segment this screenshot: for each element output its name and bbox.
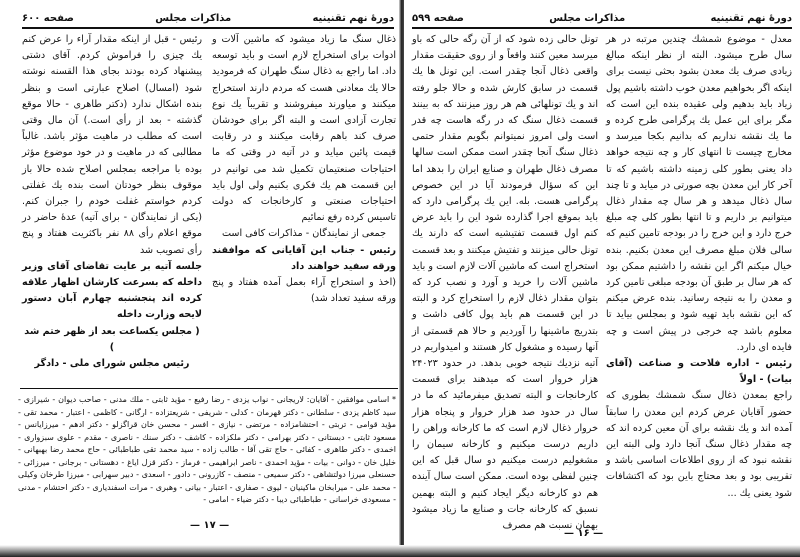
header-rule <box>412 27 792 29</box>
right-page <box>404 0 800 557</box>
paragraph: راجع بمعدن ذغال سنگ شمشك بطوری که حضور آقایان عرض کردم این معدن را سابقاً آمده اند و یك نقشه برای آن معین کرده اند که چه مقدار ذغال سنگ آنجا دارد ولی البته این نقشه نبود که از روی اطلاعات اساسی باشد و تقریبی بود و بعد محتاج باین بود که اکتشافات شود یعنی یك ... <box>606 390 792 499</box>
adjourn-note: ( مجلس یکساعت بعد از ظهر ختم شد ) <box>24 325 200 353</box>
president-vote <box>212 243 396 275</box>
signature: رئیس مجلس شورای ملی - دادگر <box>34 358 190 370</box>
column-left <box>22 32 202 372</box>
header-title: مذاکرات مجلس <box>549 12 626 24</box>
column-left <box>412 32 598 534</box>
session-label: دورهٔ نهم تقنینیه <box>312 12 394 24</box>
next-session: جلسه آتیه بر عایت تقاضای آقای وزیر داخله که بسرعت کارشان اظهار علاقه کرده اند پنجشنبه چهارم آبان دستور لایحه وزارت داخله <box>22 260 202 321</box>
header-title: مذاکرات مجلس <box>155 12 232 24</box>
page-header <box>412 10 792 26</box>
page-label: صفحه ۶۰۰ <box>22 12 74 24</box>
page-number: — ۱۶ — <box>564 528 604 539</box>
vote-result: (اخذ و استخراج آراء بعمل آمده هفتاد و پنج ورقه سفید تعداد شد) <box>212 277 396 305</box>
paragraph: ذغال سنگ ما زیاد میشود که ماشین آلات و ادوات برای استخراج لازم است و باید توسعه داد. اما راجع به ذغال سنگ طهران که فرمودید حالا یك معادنی هست که مردم دارند استخراج میکنند و میاورند میفروشند و تقریباً یك نوع تجارت آزادی است و البته اگر برای خودشان صرف کند باهم رقابت میکنند و در رقابت قیمت پائین میاید و در آتیه در وقتی که ما احتیاجات صنعتیمان تکمیل شد می توانیم در این قسمت هم یك فکری بکنیم ولی اول باید احتیاجات صنعتی و کارخانجات که دولت تاسیس کرده رفع نمائیم <box>212 34 396 224</box>
paragraph: رئیس - قبل از اینکه مقدار آراء را عرض کنم یك چیزی را فراموش کردم. آقای دشتی پیشنهاد کرده بودند بجای هذا القسنه نوشته شود (امسال) اصلاح عبارتی است و بنظر بنده اشکال ندارد (دکتر طاهری - حالا موقع گذشته - بعد از رأی است.) آن مال وقتی است که مطلب در ماهیت مؤثر باشد. غالباً مطالبی که در ماهیت و در خود موضوع مؤثر بوده با مراجعه بمجلس اصلاح شده حالا باز موقوف بنظر خودتان است بنده یك غفلتی کردم خواستم غفلت خودم را جبران کنم. (یکی از نمایندگان - برای آتیه) عدهٔ حاضر در موقع اعلام رأی ۸۸ نفر باکثریت هفتاد و پنج رأی تصویب شد <box>22 34 202 256</box>
paragraph: معدل - موضوع شمشك چندین مرتبه در هر سال طرح میشود. البته از نظر اینکه مبالغ زیادی صرف یك معدن بشود بحثی نیست برای اینکه اگر بخواهیم معدن خوب داشته باشیم پول زیاد باید بدهیم ولی عقیده بنده این است که مگر برای این عمل یك پرگرامی طرح کرده و ما یك نقشه نداریم که بدانیم بکجا میرسد و مخارج چیست تا انتهای کار و چه نتیجه خواهد داد یعنی بطور کلی زمینه داشته باشیم که تا آخر کار این معدن بچه صورتی در میاید و تا چند سال ذغال میدهد و هر سال چه مقدار ذغال میتوانیم بر داریم و تا انتها بطور کلی چه مبلغ خرج دارد و این خرج را در بودجه تامین کنیم که سالی فلان مبلغ مصرف این معدن بکنیم. بنده خیال میکنم اگر این نقشه را داشتیم ممکن بود که هر سال بر طبق آن بودجه مبلغی تامین کرد و معدن را به نتیجه رسانید. بنده عرض میکنم که این نقشه باید تهیه شود و بمجلس بیاید تا معلوم باشد چه خرجی در پیش است و چه فایده ای دارد. <box>606 34 792 353</box>
page-label: صفحه ۵۹۹ <box>412 12 464 24</box>
column-right <box>606 32 792 502</box>
footnote: * اسامی موافقین - آقایان: لاریجانی - نواب یزدی - رضا رفیع - مؤید ثابتی - ملك مدنی - صاحب دیوان - شیرازی - سید کاظم یزدی - سلطانی - دکتر قهرمان - کدلی - شریفی - شریعتزاده - ارگانی - کاظمی - اعتبار - محمد تقی - مؤید قوامی - تربتی - احتشامزاده - مرتضی - نیازی - افسر - محسن خان قراگزلو - دکتر ادهم - میرزایانس - مسعود ثابتی - دبستانی - دکتر بهرامی - دکتر ملكزاده - کاشف - دکتر سنك - ناصری - مقدم - علوی سبزواری - اخمدی - دکتر طاهری - کفائی - حاج تقی آقا - طالب زاده - سید محمد تقی طباطبائی - حاج محمد رضا بهبهانی - خلیل خان - دوانی - بیات - مؤید احمدی - ناصر ابراهیمی - فرماز - دکتر قزل ایاغ - دهستانی - برجانی - میرزائی - حسنعلی میرزا دولتشاهی - دکتر سمیعی - منصف - کازرونی - دادور - اسعدی - دبیر سهرابی - میرزا طرخان وکیلی - محمد علی - میرابخان ماکینیان - لیوی - صفاری - اعتبار - بیانی - وهبری - مرات اسفندیاری - دکتر احتشام - مدنی - مسعودی خراسانی - طباطبائی دیبا - دکتر ضیاء - امامی - <box>18 395 396 504</box>
page-header <box>22 10 394 26</box>
members-remark: جمعی از نمایندگان - مذاکرات کافی است <box>221 228 387 240</box>
header-rule <box>22 27 394 29</box>
page-number: — ۱۷ — <box>190 520 230 531</box>
scan-edge <box>0 545 800 557</box>
section-heading: رئیس - اداره فلاحت و صناعت (آقای بیات) - اولاً <box>606 358 792 386</box>
column-right <box>212 32 396 307</box>
session-label: دورهٔ نهم تقنینیه <box>710 12 792 24</box>
paragraph: تونل حالی زده شود که از آن رگه حالی که باو میرسد معین کنند واقعاً و از روی حقیقت مقدار واقعی ذغال آنجا چقدر است. این تونل ها یك قسمت در سابق کارش شده و حالا جلو رفته اند و یك تونلهائی هم هر روز میزنند که به بینند قسمت ذغال سنگ که در رگه هاست چه قدر است ولی امروز نمیتوانم بگویم مقدار حتمی ذغال سنگ آنجا چقدر است ممکن است سالها مصرف ذغال طهران و صنایع ایران را بدهد اما این که سؤال فرمودند آیا در این خصوص پرگرامی هست. بله. این یك پرگرامی دارد که باید بموقع اجرا گذارده شود این را باید عرض کنم اول قسمت تفتیشیه است که دارند یك تونل حالی میزنند و تفتیش میکنند و بعد قسمت استخراج است که ماشین آلات لازم است و باید ماشین آلات را خرید و آورد و نصب کرد که بتوان مقدار ذغال لازم را استخراج کرد و البته در این قسمت هم باید پول کافی داشت و بتدریج ماشینها را آوردیم و حالا هم قسمتی از آنها رسیده و مشغول کار هستند و امیدواریم در آتیه نزدیك نتیجه خوبی بدهد. در حدود ۲۴۰۲۳ هزار خروار است که میدهند برای قسمت کارخانجات و البته تصدیق میفرمائید که ما در سال در حدود صد هزار خروار و پنجاه هزار خروار ذغال لازم است که ما کارخانه وراهن را داریم درست میکنیم و کارخانه سیمان را مشغولیم درست میکنیم دو سال قبل که این چنین لفظی بوده است. ممکن است سال آینده هم دو کارخانه دیگر ایجاد کنیم و البته بهمین نسبق که کارخانه جات و صنایع ما زیاد میشود بهمان نسبت هم مصرف <box>412 34 598 532</box>
president-vote-text: رئیس - جناب این آقایانی که موافقند ورقه سفید خواهند داد <box>212 244 396 272</box>
footnote-rule <box>20 388 398 389</box>
